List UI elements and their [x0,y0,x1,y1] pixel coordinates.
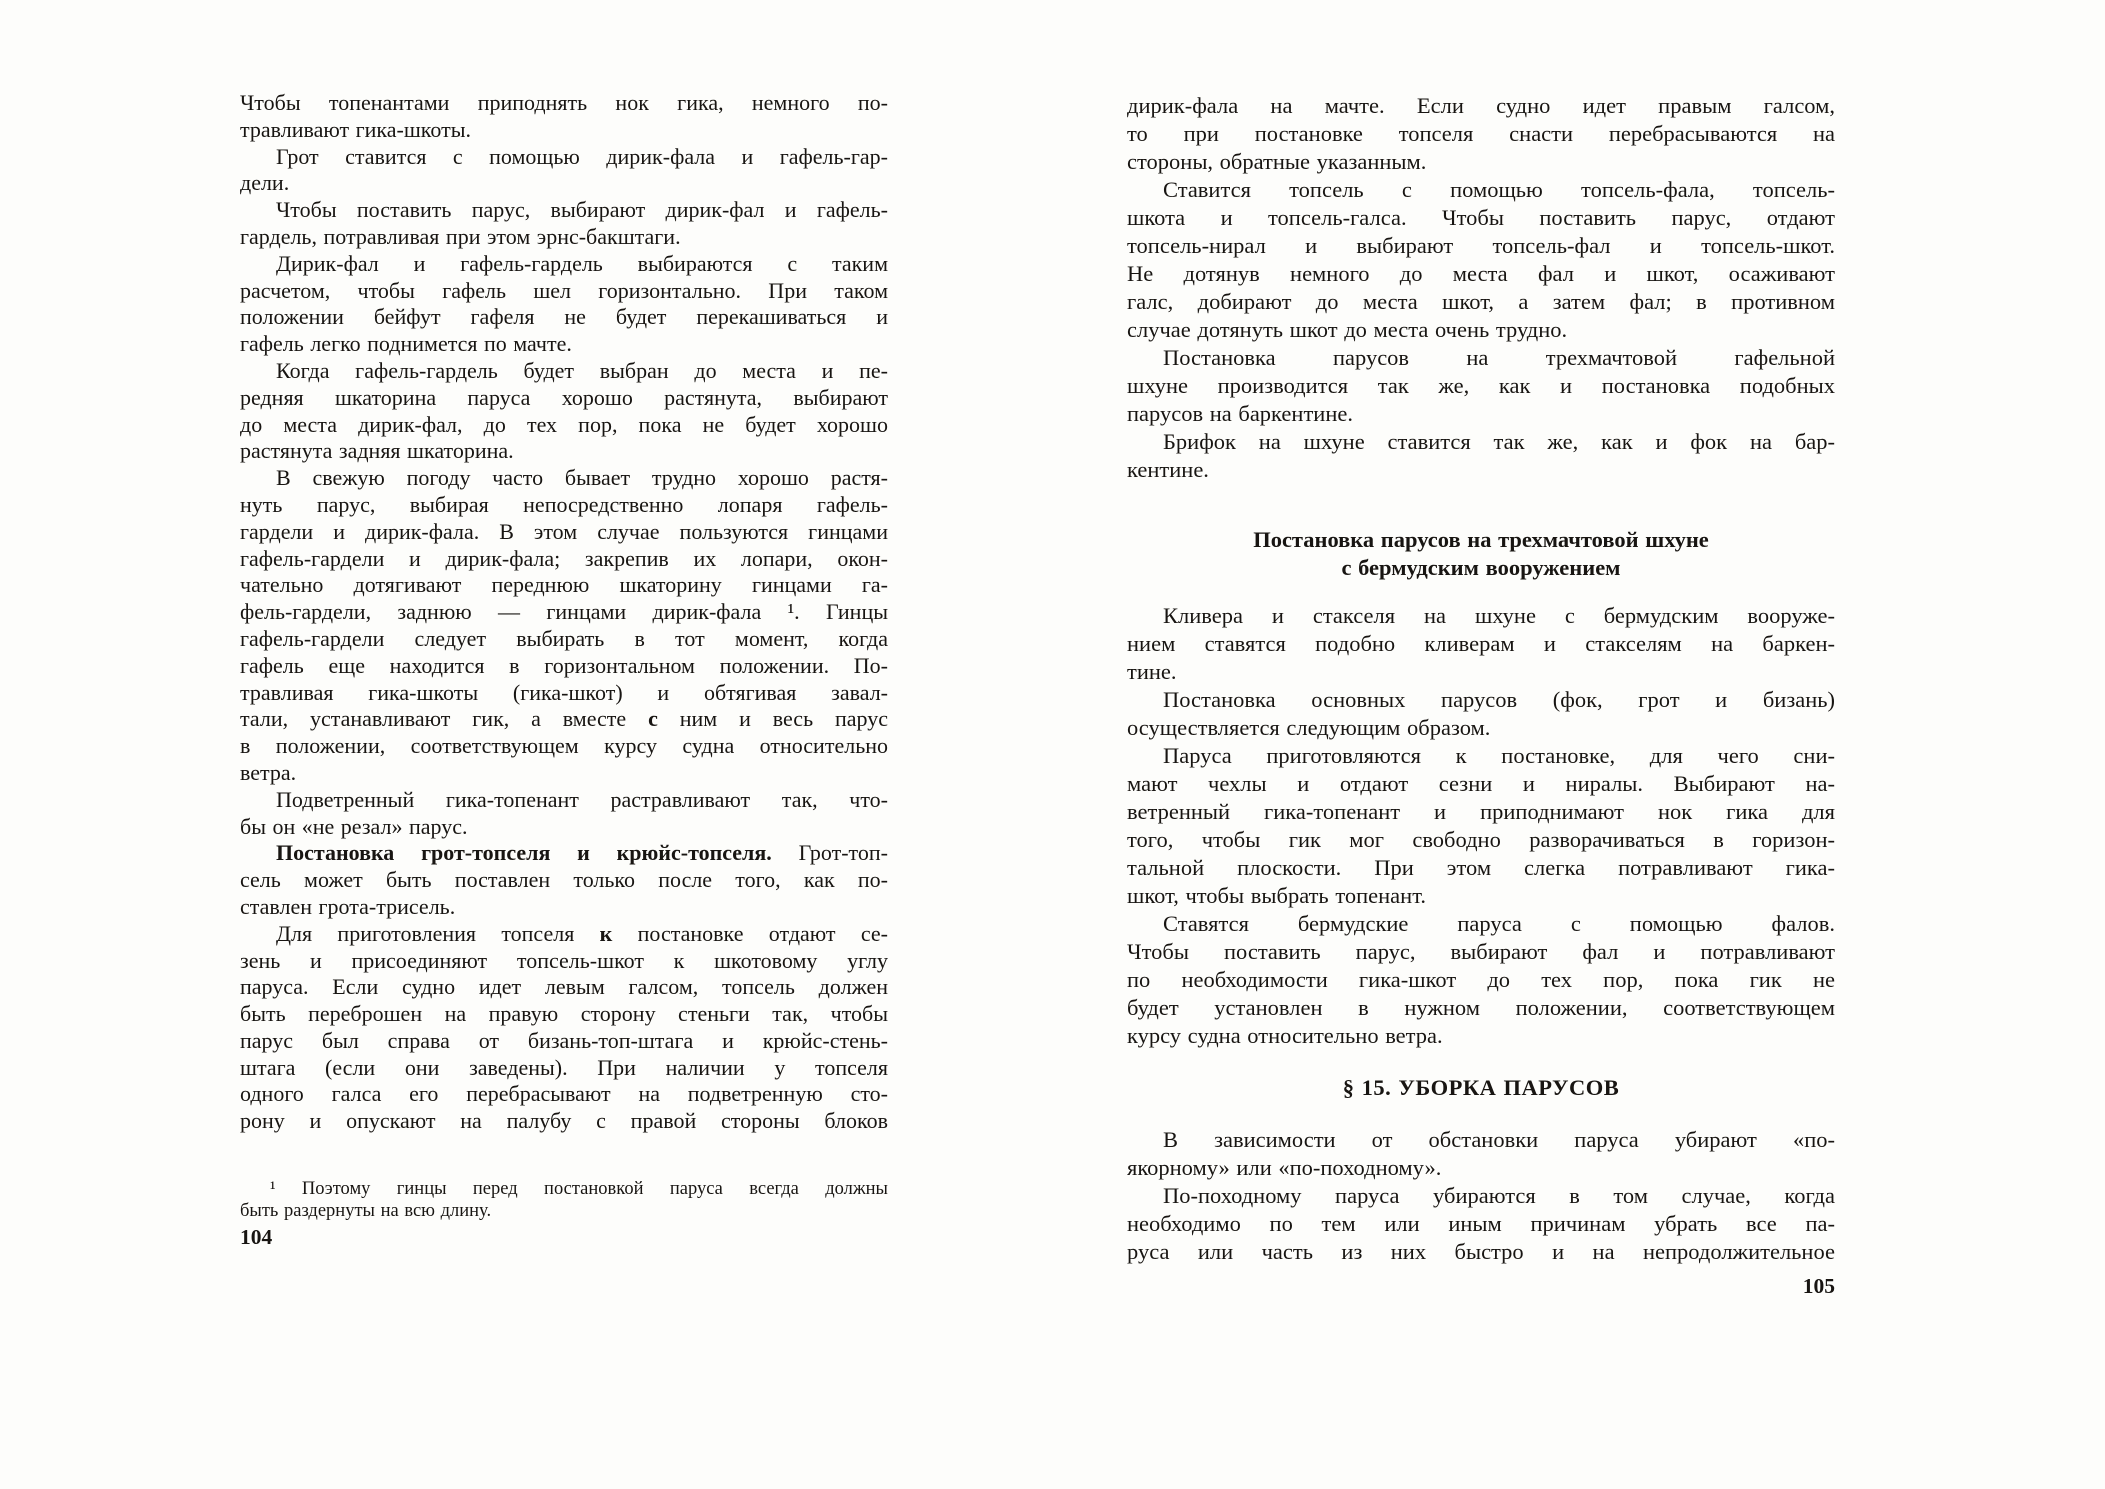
page-left-body [240,90,888,1222]
text-line: гафель-гардели и дирик-фала; закрепив их лопари, окон- [240,545,888,571]
page-left [240,90,888,1251]
text-line: Постановка грот-топселя и крюйс-топселя. Грот-топ- [276,840,888,866]
text-line: парусов на баркентине. [1127,401,1353,426]
text-line: с бермудским вооружением [1341,555,1621,580]
paragraph [240,358,888,465]
paragraph [1127,910,1835,1050]
text-line: быть раздернуты на всю длину. [240,1200,492,1221]
text-line: будет установлен в нужном положении, соответствующем [1127,995,1835,1020]
text-line: мают чехлы и отдают сезни и ниралы. Выбирают на- [1127,771,1835,796]
paragraph [1127,428,1835,484]
paragraph [1127,92,1835,176]
paragraph [1127,602,1835,686]
text-line: паруса. Если судно идет левым галсом, топсель должен [240,974,888,1000]
text-line: редняя шкаторина паруса хорошо растянута, выбирают [240,384,888,410]
text-line: В зависимости от обстановки паруса убирают «по- [1163,1127,1835,1152]
paragraph [240,251,888,358]
text-line: Постановка парусов на трехмачтовой шхуне [1253,527,1709,552]
text-line: травливают гика-шкоты. [240,116,471,142]
text-line: Брифок на шхуне ставится так же, как и фок на бар- [1163,429,1835,454]
text-line: Когда гафель-гардель будет выбран до места и пе- [276,357,888,383]
paragraph [240,921,888,1135]
text-line: шхуне производится так же, как и постановка подобных [1127,373,1835,398]
text-line: бы он «не резал» парус. [240,813,468,839]
text-line: дирик-фала на мачте. Если судно идет правым галсом, [1127,93,1835,118]
text-line: чательно дотягивают переднюю шкаторину гинцами га- [240,572,888,598]
text-line: Для приготовления топселя к постановке отдают се- [276,920,888,946]
text-line: § 15. УБОРКА ПАРУСОВ [1342,1075,1620,1100]
text-line: быть переброшен на правую сторону стеньги так, чтобы [240,1001,888,1027]
text-line: Чтобы поставить парус, выбирают фал и потравливают [1127,939,1835,964]
text-line: Паруса приготовляются к постановке, для чего сни- [1163,743,1835,768]
text-line: штага (если они заведены). При наличии у топселя [240,1054,888,1080]
text-line: сель может быть поставлен только после того, как по- [240,867,888,893]
text-line: кентине. [1127,457,1209,482]
text-line: ¹ Поэтому гинцы перед постановкой паруса всегда должны [270,1179,888,1200]
page-number-right: 105 [1802,1274,1835,1298]
text-line: ставлен грота-трисель. [240,893,456,919]
paragraph [1127,742,1835,910]
paragraph [240,197,888,251]
text-line: гафель легко поднимется по мачте. [240,331,572,357]
page-right [1127,92,1835,1300]
text-line: Кливера и стакселя на шхуне с бермудским вооруже- [1163,603,1835,628]
paragraph [240,465,888,787]
text-line: то при постановке топселя снасти перебрасываются на [1127,121,1835,146]
text-line: Ставятся бермудские паруса с помощью фалов. [1163,911,1835,936]
text-line: фель-гардели, заднюю — гинцами дирик-фала ¹. Гинцы [240,599,888,625]
text-line: дели. [240,170,290,196]
section-heading [1127,1074,1835,1102]
text-line: необходимо по тем или иным причинам убрать все па- [1127,1211,1835,1236]
text-line: Дирик-фал и гафель-гардель выбираются с таким [276,250,888,276]
paragraph [1127,344,1835,428]
section-heading [1127,526,1835,582]
text-line: расчетом, чтобы гафель шел горизонтально. При таком [240,277,888,303]
text-line: Постановка основных парусов (фок, грот и бизань) [1163,687,1835,712]
text-line: одного галса его перебрасывают на подветренную сто- [240,1081,888,1107]
text-line: тине. [1127,659,1177,684]
paragraph [240,787,888,841]
text-line: Не дотянув немного до места фал и шкот, осаживают [1127,261,1835,286]
text-line: Подветренный гика-топенант растравливают так, что- [276,786,888,812]
text-line: случае дотянуть шкот до места очень трудно. [1127,317,1568,342]
paragraph [240,144,888,198]
text-line: гардель, потравливая при этом эрнс-бакштаги. [240,223,681,249]
text-line: Чтобы топенантами приподнять нок гика, немного по- [240,90,888,115]
paragraph [1127,1182,1835,1266]
text-line: по необходимости гика-шкот до тех пор, пока гик не [1127,967,1835,992]
text-line: По-походному паруса убираются в том случае, когда [1163,1183,1835,1208]
footnote [240,1179,888,1222]
text-line: положении бейфут гафеля не будет перекашиваться и [240,304,888,330]
paragraph [1127,176,1835,344]
text-line: Постановка парусов на трехмачтовой гафельной [1163,345,1835,370]
text-line: якорному» или «по-походному». [1127,1155,1442,1180]
text-line: рону и опускают на палубу с правой стороны блоков [240,1108,888,1134]
text-line: тальной плоскости. При этом слегка потравливают гика- [1127,855,1835,880]
text-line: ветра. [240,759,297,785]
text-line: ветренный гика-топенант и приподнимают нок гика для [1127,799,1835,824]
page-number-left: 104 [240,1225,273,1250]
text-line: травливая гика-шкоты (гика-шкот) и обтягивая завал- [240,679,888,705]
text-line: Ставится топсель с помощью топсель-фала, топсель- [1163,177,1835,202]
text-line: в положении, соответствующем курсу судна относительно [240,733,888,759]
paragraph [240,840,888,920]
text-line: гафель-гардели следует выбирать в тот момент, когда [240,625,888,651]
text-line: В свежую погоду часто бывает трудно хорошо растя- [276,465,888,491]
text-line: шкот, чтобы выбрать топенант. [1127,883,1426,908]
text-line: того, чтобы гик мог свободно разворачиваться в горизон- [1127,827,1835,852]
text-line: нуть парус, выбирая непосредственно лопаря гафель- [240,491,888,517]
text-line: стороны, обратные указанным. [1127,149,1427,174]
paragraph [1127,686,1835,742]
paragraph [1127,1126,1835,1182]
text-line: до места дирик-фал, до тех пор, пока не будет хорошо [240,411,888,437]
text-line: Чтобы поставить парус, выбирают дирик-фал и гафель- [276,197,888,223]
text-line: руса или часть из них быстро и на непродолжительное [1127,1239,1835,1264]
text-line: нием ставятся подобно кливерам и стакселям на баркен- [1127,631,1835,656]
text-line: тали, устанавливают гик, а вместе с ним и весь парус [240,706,889,732]
text-line: курсу судна относительно ветра. [1127,1023,1443,1048]
text-line: парус был справа от бизань-топ-штага и крюйс-стень- [240,1027,888,1053]
text-line: гафель еще находится в горизонтальном положении. По- [240,652,888,678]
text-line: галс, добирают до места шкот, а затем фал; в противном [1127,289,1835,314]
text-line: Грот ставится с помощью дирик-фала и гафель-гар- [276,143,888,169]
text-line: гардели и дирик-фала. В этом случае пользуются гинцами [240,518,888,544]
page-right-body [1127,92,1835,1266]
text-line: осуществляется следующим образом. [1127,715,1491,740]
text-line: топсель-нирал и выбирают топсель-фал и топсель-шкот. [1127,233,1835,258]
text-line: зень и присоединяют топсель-шкот к шкотовому углу [240,947,888,973]
paragraph [240,90,888,144]
text-line: растянута задняя шкаторина. [240,438,514,464]
text-line: шкота и топсель-галса. Чтобы поставить парус, отдают [1127,205,1835,230]
